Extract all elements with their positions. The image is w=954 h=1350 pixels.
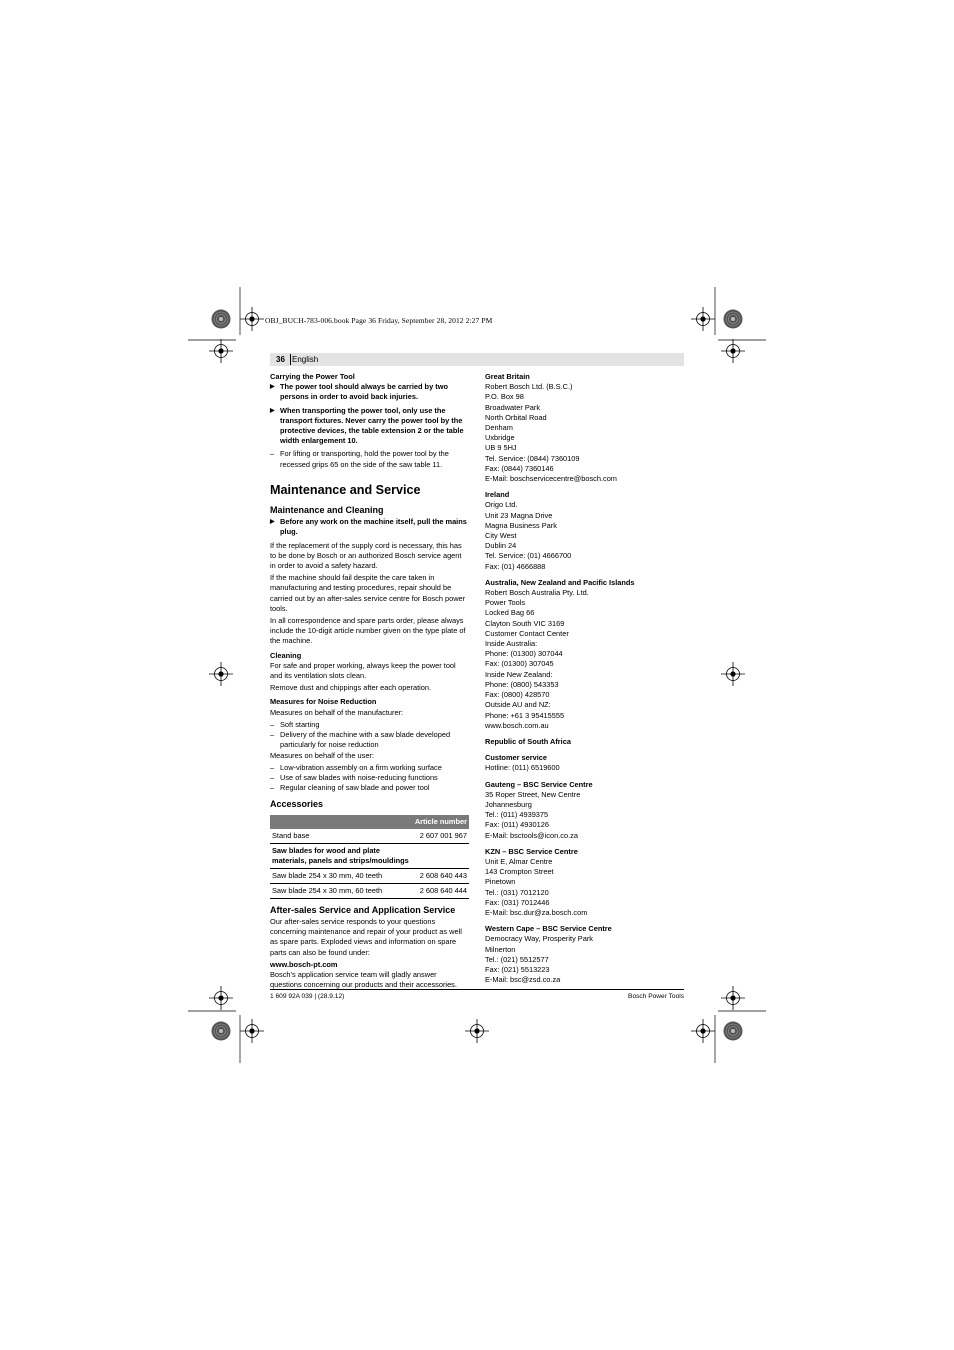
noise-manufacturer-item: – Soft starting — [270, 720, 469, 730]
page-footer — [270, 989, 684, 1000]
cleaning-paragraph-2: Remove dust and chippings after each operation. — [270, 683, 432, 693]
address-line: Magna Business Park — [485, 520, 557, 530]
address-line: Outside AU and NZ: — [485, 700, 551, 710]
address-line: Fax: (0844) 7360146 — [485, 463, 554, 473]
address-line: Power Tools — [485, 598, 526, 608]
footer-right: Bosch Power Tools — [628, 993, 684, 1000]
address-line: Fax: (01300) 307045 — [485, 659, 554, 669]
address-line: Fax: (011) 4930126 — [485, 820, 549, 830]
print-slug: OBJ_BUCH-783-006.book Page 36 Friday, September 28, 2012 2:27 PM — [265, 316, 493, 325]
address-line: Phone: (01300) 307044 — [485, 649, 563, 659]
country-title-great-britain: Great Britain — [485, 372, 530, 381]
address-line: Robert Bosch Australia Pty. Ltd. — [485, 588, 589, 598]
address-line: E-Mail: boschservicecentre@bosch.com — [485, 474, 617, 484]
address-line: Inside Australia: — [485, 639, 538, 649]
address-line: 35 Roper Street, New Centre — [485, 789, 581, 799]
kzn-title: KZN – BSC Service Centre — [485, 846, 578, 856]
address-line: Tel. Service: (0844) 7360109 — [485, 453, 580, 463]
page-header — [270, 353, 684, 366]
noise-manufacturer: Measures on behalf of the manufacturer: — [270, 707, 404, 717]
address-line: Denham — [485, 423, 513, 433]
address-line: Johannesburg — [485, 799, 532, 809]
accessory-number: 2 607 001 967 — [399, 829, 469, 844]
address-western-cape — [485, 934, 684, 985]
accessory-name: Saw blade 254 x 30 mm, 40 teeth — [270, 868, 399, 883]
address-great-britain — [485, 382, 684, 484]
noise-user-item: – Use of saw blades with noise-reducing functions — [270, 773, 469, 783]
after-sales-paragraph-2: Bosch’s application service team will gladly answer questions concerning our products and their accessories. — [270, 969, 457, 990]
cleaning-title: Cleaning — [270, 650, 302, 660]
address-line: Unit E, Almar Centre — [485, 856, 553, 866]
noise-user: Measures on behalf of the user: — [270, 750, 374, 760]
maintenance-paragraph-1: If the replacement of the supply cord is necessary, this has to be done by Bosch or an authorized Bosch service agent in order to avoid a safety hazard. — [270, 540, 462, 571]
address-kzn — [485, 857, 684, 918]
accessory-name: Stand base — [270, 829, 399, 844]
accessories-title: Accessories — [270, 799, 324, 810]
address-ireland — [485, 500, 684, 571]
address-line: Locked Bag 66 — [485, 608, 535, 618]
after-sales-url[interactable]: www.bosch-pt.com — [270, 959, 338, 969]
accessory-name: Saw blade 254 x 30 mm, 60 teeth — [270, 883, 399, 898]
maintenance-bullet: ▶ Before any work on the machine itself, pull the mains plug. — [270, 517, 469, 537]
maintenance-cleaning-title: Maintenance and Cleaning — [270, 505, 384, 516]
accessories-table — [270, 815, 469, 899]
address-line: E-Mail: bsctools@icon.co.za — [485, 830, 578, 840]
after-sales-title: After-sales Service and Application Service — [270, 904, 456, 915]
left-column — [270, 372, 469, 992]
address-line: Origo Ltd. — [485, 500, 518, 510]
noise-user-item: – Regular cleaning of saw blade and power tool — [270, 783, 469, 793]
address-gauteng — [485, 790, 684, 841]
address-line: UB 9 5HJ — [485, 443, 517, 453]
address-line: E-Mail: bsc@zsd.co.za — [485, 975, 561, 985]
address-line: Tel.: (031) 7012120 — [485, 887, 549, 897]
carrying-bullet-1: ▶ The power tool should always be carried by two persons in order to avoid back injuries. — [270, 382, 469, 402]
header-language: English — [292, 355, 319, 364]
accessory-group: Saw blades for wood and plate materials, panels and strips/mouldings — [270, 843, 469, 868]
address-line: Fax: (0800) 428570 — [485, 690, 550, 700]
section-title-maintenance: Maintenance and Service — [270, 482, 421, 497]
address-line: Phone: +61 3 95415555 — [485, 710, 565, 720]
address-line: E-Mail: bsc.dur@za.bosch.com — [485, 907, 588, 917]
address-line: Fax: (021) 5513223 — [485, 964, 550, 974]
country-title-ireland: Ireland — [485, 490, 510, 500]
address-line: Tel.: (011) 4939375 — [485, 810, 549, 820]
header-separator — [290, 354, 291, 365]
table-row — [270, 829, 469, 844]
address-line: Uxbridge — [485, 433, 515, 443]
country-title-south-africa: Republic of South Africa — [485, 736, 571, 746]
address-line: Unit 23 Magna Drive — [485, 510, 553, 520]
address-line: Clayton South VIC 3169 — [485, 618, 565, 628]
address-line: Pinetown — [485, 877, 516, 887]
table-row — [270, 868, 469, 883]
address-line: 143 Crompton Street — [485, 867, 554, 877]
accessory-number: 2 608 640 444 — [399, 883, 469, 898]
address-line: Tel.: (021) 5512577 — [485, 954, 549, 964]
noise-user-item: – Low-vibration assembly on a firm working surface — [270, 763, 469, 773]
table-group-row — [270, 843, 469, 868]
address-line: Fax: (01) 4666888 — [485, 561, 546, 571]
accessories-header: Article number — [270, 815, 469, 829]
gauteng-title: Gauteng – BSC Service Centre — [485, 779, 593, 789]
address-line: Robert Bosch Ltd. (B.S.C.) — [485, 382, 573, 392]
after-sales-paragraph-1: Our after-sales service responds to your questions concerning maintenance and repair of your product as well as spare parts. Exploded views and information on spare parts can also be found under: — [270, 916, 462, 957]
right-column — [485, 372, 684, 985]
address-line: www.bosch.com.au — [485, 720, 549, 730]
maintenance-paragraph-3: In all correspondence and spare parts order, please always include the 10-digit article number given on the type plate of the machine. — [270, 616, 466, 646]
table-row — [270, 883, 469, 898]
address-line: Tel. Service: (01) 4666700 — [485, 551, 572, 561]
address-line: Customer Contact Center — [485, 628, 569, 638]
address-line: Hotline: (011) 6519600 — [485, 763, 560, 773]
address-australia — [485, 588, 684, 731]
country-title-australia: Australia, New Zealand and Pacific Islands — [485, 577, 635, 587]
address-line: Democracy Way, Prosperity Park — [485, 934, 594, 944]
address-line: P.O. Box 98 — [485, 392, 524, 402]
address-line: Broadwater Park — [485, 402, 541, 412]
address-line: City West — [485, 531, 517, 541]
maintenance-paragraph-2: If the machine should fail despite the care taken in manufacturing and testing procedures, repair should be carried out by an after-sales service centre for Bosch power tools. — [270, 573, 466, 613]
address-line: Inside New Zealand: — [485, 669, 553, 679]
address-line: Dublin 24 — [485, 541, 517, 551]
address-line: Milnerton — [485, 944, 516, 954]
cleaning-paragraph-1: For safe and proper working, always keep the power tool and its ventilation slots clean. — [270, 660, 456, 681]
accessory-number: 2 608 640 443 — [399, 868, 469, 883]
noise-manufacturer-item: – Delivery of the machine with a saw blade developed particularly for noise reduction — [270, 730, 469, 750]
carrying-dash: – For lifting or transporting, hold the power tool by the recessed grips 65 on the side of the saw table 11. — [270, 449, 469, 469]
customer-service-lines — [485, 763, 684, 773]
western-cape-title: Western Cape – BSC Service Centre — [485, 924, 612, 934]
page-number: 36 — [276, 355, 285, 364]
carrying-title: Carrying the Power Tool — [270, 372, 355, 381]
noise-title: Measures for Noise Reduction — [270, 697, 377, 707]
carrying-bullet-2: ▶ When transporting the power tool, only use the transport fixtures. Never carry the power tool by the protective devices, the table extension 2 or the table width enlargement 10. — [270, 406, 469, 447]
address-line: Fax: (031) 7012446 — [485, 897, 550, 907]
address-line: North Orbital Road — [485, 412, 547, 422]
customer-service-title: Customer service — [485, 753, 548, 763]
address-line: Phone: (0800) 543353 — [485, 679, 559, 689]
footer-left: 1 609 92A 039 | (28.9.12) — [270, 993, 345, 1000]
